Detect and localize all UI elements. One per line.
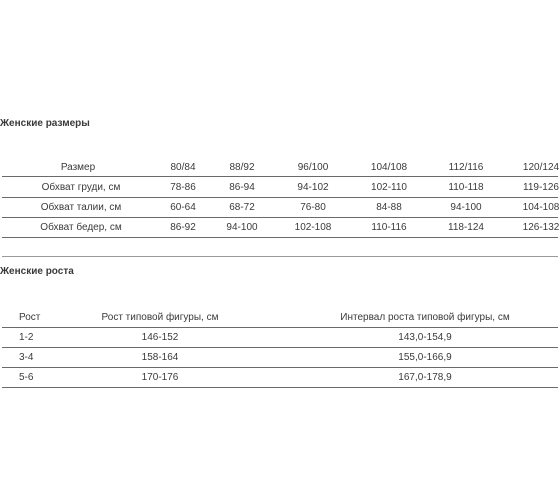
sizes-cell: 126-132 xyxy=(522,222,560,233)
sizes-rule xyxy=(2,176,558,177)
sizes-cell: 68-72 xyxy=(229,202,255,213)
sizes-cell: 102-110 xyxy=(371,182,407,193)
sizes-header-cell: 80/84 xyxy=(170,162,196,173)
sizes-cell: 86-94 xyxy=(229,182,255,193)
sizes-cell: 118-124 xyxy=(448,222,484,233)
sizes-cell: 84-88 xyxy=(376,202,402,213)
sizes-rule xyxy=(2,197,558,198)
heights-rule xyxy=(2,367,558,368)
sizes-header-cell: 104/108 xyxy=(370,162,408,173)
sizes-cell: 104-108 xyxy=(522,202,560,213)
sizes-header-cell: Размер xyxy=(60,162,96,173)
heights-header-cell: Интервал роста типовой фигуры, см xyxy=(340,312,510,323)
sizes-cell: 110-116 xyxy=(371,222,407,233)
sizes-cell: 78-86 xyxy=(170,182,196,193)
heights-cell: 158-164 xyxy=(141,352,179,363)
sizes-cell: 119-126 xyxy=(523,182,559,193)
sizes-cell: 110-118 xyxy=(448,182,484,193)
sizes-rule xyxy=(2,237,558,238)
sizes-header-cell: 120/124 xyxy=(522,162,560,173)
heights-cell: 5-6 xyxy=(19,372,34,383)
sizes-row-label: Обхват талии, см xyxy=(40,202,122,213)
sizes-header-cell: 88/92 xyxy=(229,162,255,173)
sizes-cell: 86-92 xyxy=(170,222,196,233)
heights-cell: 170-176 xyxy=(141,372,179,383)
sizes-cell: 102-108 xyxy=(294,222,332,233)
heights-title: Женские роста xyxy=(0,266,74,277)
heights-rule xyxy=(2,327,558,328)
heights-header-cell: Рост типовой фигуры, см xyxy=(101,312,219,323)
sizes-cell: 94-100 xyxy=(226,222,258,233)
heights-rule xyxy=(2,347,558,348)
heights-header-cell: Рост xyxy=(19,312,41,323)
sizes-cell: 94-102 xyxy=(297,182,329,193)
sizes-cell: 60-64 xyxy=(170,202,196,213)
sizes-title: Женские размеры xyxy=(0,118,90,129)
heights-rule xyxy=(2,387,558,388)
sizes-cell: 76-80 xyxy=(300,202,326,213)
heights-cell: 155,0-166,9 xyxy=(398,352,452,363)
sizes-header-cell: 112/116 xyxy=(448,162,484,173)
heights-cell: 167,0-178,9 xyxy=(398,372,452,383)
sizes-row-label: Обхват груди, см xyxy=(41,182,121,193)
sizes-cell: 94-100 xyxy=(450,202,482,213)
sizes-row-label: Обхват бедер, см xyxy=(40,222,122,233)
section-divider xyxy=(2,256,558,257)
heights-cell: 3-4 xyxy=(19,352,34,363)
sizes-header-cell: 96/100 xyxy=(297,162,329,173)
heights-cell: 143,0-154,9 xyxy=(398,332,452,343)
sizes-rule xyxy=(2,217,558,218)
heights-cell: 1-2 xyxy=(19,332,34,343)
heights-cell: 146-152 xyxy=(141,332,179,343)
